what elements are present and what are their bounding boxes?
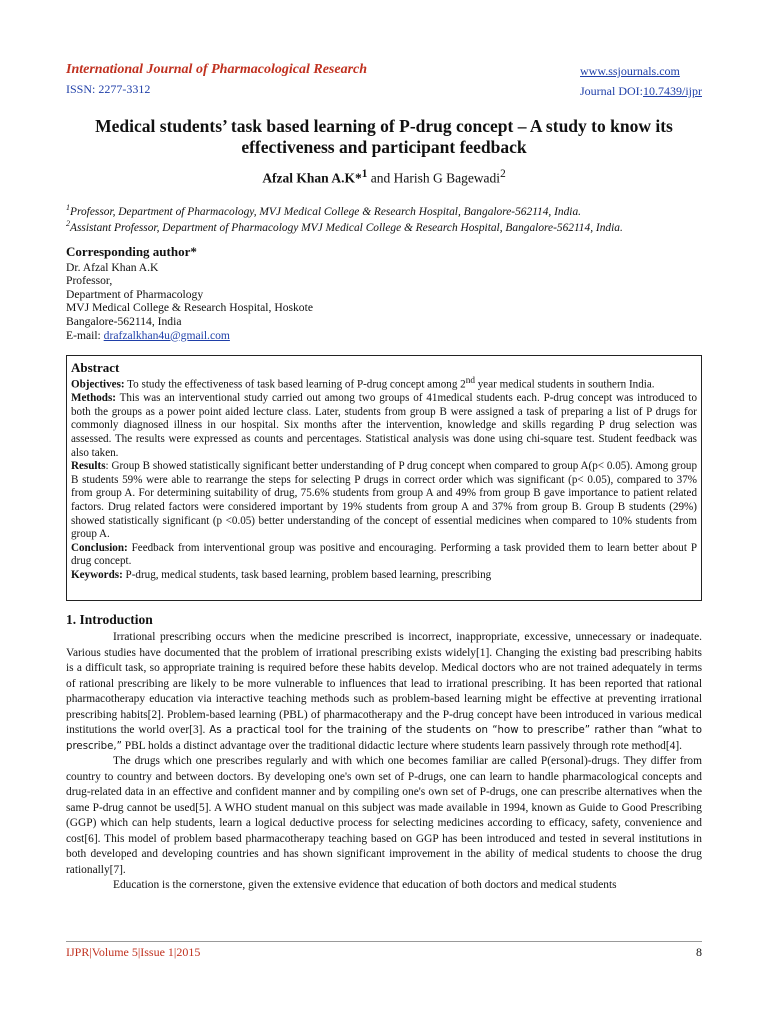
results-label: Results (71, 460, 106, 473)
objectives-label: Objectives: (71, 378, 125, 391)
journal-header (66, 62, 367, 97)
abstract-results (71, 460, 697, 542)
conclusion-label: Conclusion: (71, 541, 128, 554)
paper-title: Medical students’ task based learning of P-drug concept – A study to know its effectiveness and participant feedback (95, 116, 673, 157)
intro-paragraph-1 (66, 630, 702, 754)
doi-link[interactable]: 10.7439/ijpr (643, 84, 702, 98)
keywords-text: P-drug, medical students, task based learning, problem based learning, prescribing (122, 569, 492, 581)
affiliation-2 (66, 219, 708, 234)
author-2: Harish G Bagewadi (393, 170, 501, 186)
author-connector: and (367, 170, 394, 186)
keywords-label: Keywords: (71, 569, 123, 581)
corresponding-line: Dr. Afzal Khan A.K (66, 260, 159, 274)
methods-text: This was an interventional study carried out among two groups of 41medical students each. P-drug concept was introduced to both the groups as a power point aided lecture class. Later, students from group B were assigned a task of preparing a list of P drugs for commonly diagnosed illness in our hospital. Six months after the intervention, knowledge and skills regarding P drug selection was assessed. The results were expressed as counts and percentages. Statistical analysis was done using chi-square test. Student feedback was also taken. (71, 392, 697, 459)
journal-name: International Journal of Pharmacological Research (66, 62, 368, 77)
abstract-keywords (71, 569, 697, 583)
website-link[interactable]: www.ssjournals.com (580, 64, 680, 78)
abstract-methods (71, 392, 697, 460)
corresponding-line: MVJ Medical College & Research Hospital, Hoskote (66, 301, 313, 315)
introduction-body (66, 630, 702, 894)
corresponding-email-line (66, 329, 313, 343)
journal-links (580, 64, 702, 99)
results-text: : Group B showed statistically significant better understanding of P drug concept when compared to group A(p< 0.05). Among group B students 59% were able to rearrange the steps for selecting P drugs in correct order which was significant (p< 0.05), compared to 37% from group A. For determining suitability of drug, 75.6% students from group A and 49% from group B gave importance to patient related factors. Drug related factors were considered important by 19% students from group A and 37% from group B. Group B students (29%) showed statistically significant (p <0.05) better understanding of the concept of essential medicines when compared to 10% students from group A. (71, 460, 697, 541)
issn: ISSN: 2277-3312 (66, 82, 151, 96)
corresponding-line: Department of Pharmacology (66, 287, 204, 301)
affiliation-2-text: Assistant Professor, Department of Pharmacology MVJ Medical College & Research Hospital, Bangalore-562114, India. (70, 221, 623, 234)
objectives-text: To study the effectiveness of task based learning of P-drug concept among 2 (124, 378, 466, 391)
page-number: 8 (696, 945, 702, 959)
doi-label: Journal DOI: (580, 84, 643, 98)
author-1: Afzal Khan A.K* (262, 170, 362, 186)
intro-p1-quote: As a practical tool for the training of the students on “how to prescribe” rather than “what to prescribe,” (66, 725, 702, 752)
intro-p1-text: Irrational prescribing occurs when the medicine prescribed is incorrect, inappropriate, excessive, unnecessary or inadequate. Various studies have documented that the problem of irrational prescribing exists widely[1]. Changing the existing bad prescribing habits is a difficult task, so appropriate training is required before these habits develop. Medical doctors who are not trained adequately in terms of rational prescribing are likely to be more vulnerable to influences that lead to irrational prescribing. It has been reported that rational pharmacotherapy education via interactive teaching methods such as problem-based learning might be effective at preventing irrational prescribing habits[2]. Problem-based learning (PBL) of pharmacotherapy and the P-drug concept have been introduced in various medical institutions the world over[3]. (66, 631, 702, 736)
author-1-sup: 1 (361, 168, 368, 180)
objectives-sup: nd (465, 376, 475, 386)
intro-paragraph-3: Education is the cornerstone, given the extensive evidence that education of both doctors and medical students (113, 879, 617, 891)
abstract-heading: Abstract (71, 360, 120, 375)
affiliation-2-sup: 2 (66, 219, 70, 228)
objectives-text-cont: year medical students in southern India. (474, 378, 655, 391)
footer-divider (66, 941, 702, 942)
introduction-heading: 1. Introduction (66, 612, 153, 627)
intro-p1-text-cont: PBL holds a distinct advantage over the traditional didactic lecture where students learn passively through rote method[4]. (121, 739, 682, 752)
affiliation-1-text: Professor, Department of Pharmacology, MVJ Medical College & Research Hospital, Bangalore-562114, India. (70, 205, 582, 218)
journal-doi (580, 84, 702, 99)
methods-label: Methods: (71, 392, 116, 405)
abstract-objectives (71, 375, 697, 392)
conclusion-text: Feedback from interventional group was positive and encouraging. Performing a task provided them to learn better about P drug concept. (71, 541, 697, 568)
footer-issue-info: IJPR|Volume 5|Issue 1|2015 (66, 945, 201, 959)
email-label: E-mail: (66, 328, 104, 342)
corresponding-author-block (66, 245, 313, 342)
abstract-box (66, 355, 702, 601)
email-link[interactable]: drafzalkhan4u@gmail.com (103, 328, 230, 342)
corresponding-line: Professor, (66, 274, 113, 288)
abstract-conclusion (71, 542, 697, 569)
author-line (0, 168, 768, 187)
corresponding-line: Bangalore-562114, India (66, 314, 182, 328)
corresponding-author-heading: Corresponding author* (66, 244, 197, 259)
intro-paragraph-2: The drugs which one prescribes regularly and with which one becomes familiar are called P(ersonal)-drugs. They differ from country to country and between doctors. By developing one's own set of P-drugs, one can learn to handle pharmacological concepts and drug-related data in an effective and confident manner and by compiling one's own set of P-drugs, one can prescribe alternatives when the same P-drug cannot be used[5]. A WHO student manual on this subject was made available in 1994, known as Guide to Good Prescribing (GGP) which can help students, learn a logical deductive process for selecting medicines according to efficacy, safety, convenience and cost[6]. This model of problem based pharmacotherapy teaching based on GGP has been introduced and tested in several institutions in both developed and developing countries and has shown significant improvement in the ability of medical students to choose the drug rationally[7]. (66, 755, 702, 876)
author-2-sup: 2 (500, 168, 506, 180)
affiliation-1-sup: 1 (66, 203, 70, 212)
affiliation-1 (66, 203, 708, 218)
